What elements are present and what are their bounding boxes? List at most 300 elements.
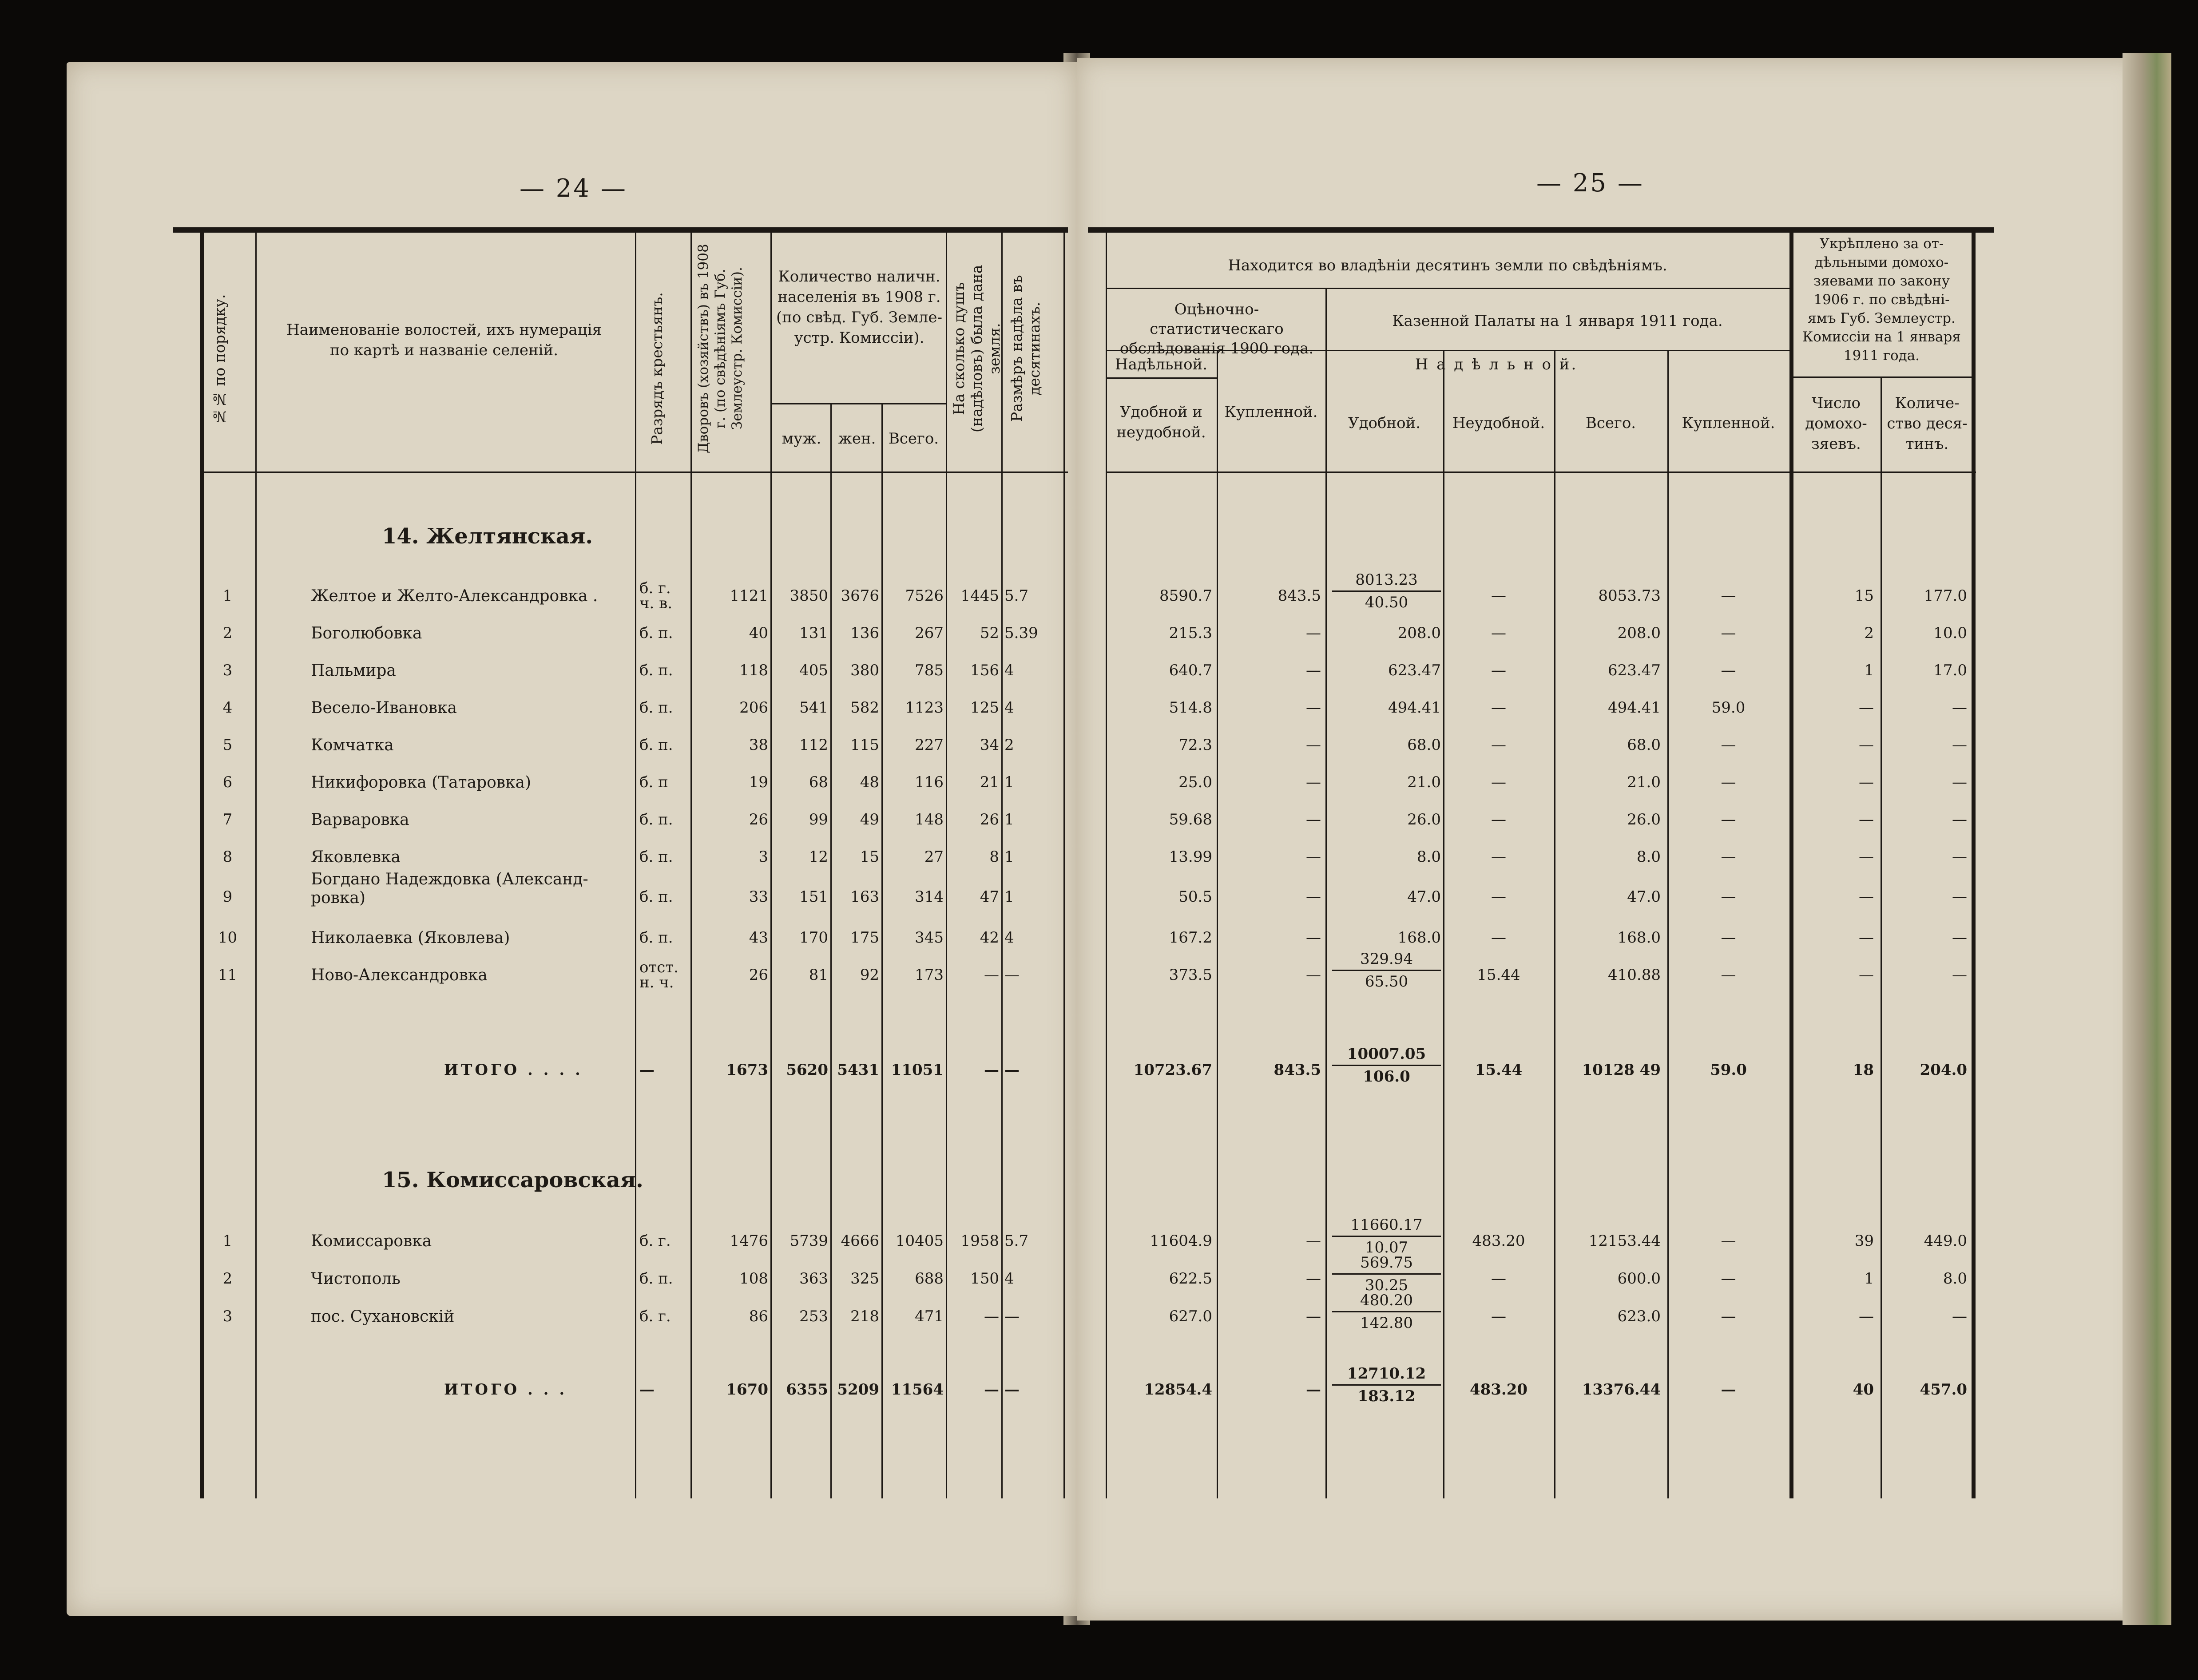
cell-kup: 59.0 [1710, 1061, 1747, 1079]
cell-neud: — [1491, 699, 1506, 717]
cell-vs: 410.88 [1608, 966, 1661, 984]
cell-kol: 8.0 [1943, 1270, 1967, 1288]
cell-kup: — [1721, 848, 1736, 866]
cell-o1: 167.2 [1169, 929, 1212, 947]
cell-neud: — [1491, 736, 1506, 754]
settlement-name: Пальмира [311, 662, 396, 680]
cell-vs: 68.0 [1627, 736, 1661, 754]
cell-ch: 1 [1864, 1270, 1874, 1288]
settlement-name: Весело-Ивановка [311, 699, 457, 717]
cell-ch: — [1859, 699, 1874, 717]
cell-o2: — [1306, 888, 1321, 906]
fraction-top: 8013.23 [1332, 571, 1441, 592]
cell-o2: — [1306, 1270, 1321, 1288]
cell-o2: — [1306, 624, 1321, 642]
cell-d: 150 [970, 1270, 999, 1288]
cell-vs: 8.0 [1636, 848, 1661, 866]
cell-kol: 10.0 [1933, 624, 1967, 642]
header-razmer: Размѣръ надѣла въ десятинахъ. [1008, 275, 1043, 422]
cell-kup: — [1721, 1232, 1736, 1250]
cell-o2: — [1306, 699, 1321, 717]
cell-v: 7526 [905, 587, 944, 605]
cell-raz: б. г. [639, 1308, 671, 1325]
col-line [690, 231, 692, 1498]
header-udobnoy-neud: Удобной и неудобной. [1116, 403, 1206, 441]
cell-raz: б. п. [639, 662, 673, 679]
cell-dv: 3 [758, 848, 768, 866]
cell-r: 2 [1004, 736, 1014, 754]
cell-kol: 457.0 [1920, 1381, 1967, 1399]
cell-ch: 18 [1853, 1061, 1874, 1079]
cell-d: 21 [980, 773, 999, 791]
header-kolichestvo: Количе- ство деся- тинъ. [1887, 394, 1968, 453]
fraction-top: 480.20 [1332, 1292, 1441, 1312]
fraction-bottom: 40.50 [1365, 594, 1408, 611]
settlement-name: Ново-Александровка [311, 966, 488, 984]
cell-dv: 19 [749, 773, 768, 791]
cell-v: 314 [915, 888, 944, 906]
cell-vs: 47.0 [1627, 888, 1661, 906]
cell-o1: 8590.7 [1159, 587, 1212, 605]
cell-ud: 21.0 [1407, 773, 1441, 791]
cell-vs: 494.41 [1608, 699, 1661, 717]
header-kuplennoy: Купленной. [1224, 403, 1318, 421]
cell-m: 99 [809, 811, 828, 828]
cell-neud: — [1491, 929, 1506, 947]
cell-dv: 40 [749, 624, 768, 642]
udobnoy-fraction [1332, 1045, 1441, 1086]
cell-v: 227 [915, 736, 944, 754]
cell-neud: — [1491, 1308, 1506, 1325]
cell-z: 582 [850, 699, 879, 717]
header-vsego2: Всего. [1585, 414, 1636, 432]
cell-o1: 13.99 [1169, 848, 1212, 866]
cell-dv: 86 [749, 1308, 768, 1325]
cell-kup: — [1721, 811, 1736, 828]
cell-v: 1123 [905, 699, 944, 717]
cell-dv: 26 [749, 811, 768, 828]
cell-kol: — [1952, 1308, 1967, 1325]
cell-m: 3850 [790, 587, 828, 605]
cell-r: — [1004, 966, 1020, 984]
cell-o1: 622.5 [1169, 1270, 1212, 1288]
col-line [1881, 377, 1882, 1498]
cell-r: 1 [1004, 811, 1014, 828]
cell-d: 1958 [960, 1232, 999, 1250]
header-razryad: Разрядъ крестьянъ. [648, 292, 666, 445]
top-rule-left [173, 227, 1068, 233]
cell-v: 10405 [895, 1232, 944, 1250]
cell-m: 131 [799, 624, 828, 642]
cell-z: 4666 [841, 1232, 879, 1250]
cell-dv: 118 [739, 662, 768, 679]
cell-ch: — [1859, 888, 1874, 906]
header-kuplennoy2: Купленной. [1682, 414, 1775, 432]
fraction-top: 329.94 [1332, 950, 1441, 971]
cell-dv: 43 [749, 929, 768, 947]
cell-r: 5.7 [1004, 1232, 1029, 1250]
cell-v: 173 [915, 966, 944, 984]
cell-kup: — [1721, 662, 1736, 679]
total-label: ИТОГО . . . . [444, 1061, 583, 1079]
cell-o2: — [1306, 848, 1321, 866]
header-num: №№ по порядку. [211, 294, 228, 425]
cell-dv: 206 [739, 699, 768, 717]
cell-raz: б. п [639, 773, 668, 791]
cell-n: 2 [222, 1270, 233, 1288]
cell-neud: — [1491, 773, 1506, 791]
settlement-name: Комчатка [311, 736, 394, 754]
cell-n: 3 [222, 662, 233, 679]
cell-o2: — [1306, 1232, 1321, 1250]
cell-d: 47 [980, 888, 999, 906]
cell-o2: — [1306, 773, 1321, 791]
col-line [1667, 351, 1669, 1498]
cell-n: 7 [222, 811, 233, 828]
fraction-bottom: 106.0 [1363, 1068, 1410, 1086]
cell-raz: — [639, 1381, 655, 1399]
cell-o2: — [1306, 966, 1321, 984]
cell-ch: — [1859, 966, 1874, 984]
cell-neud: — [1491, 624, 1506, 642]
cell-o1: 215.3 [1169, 624, 1212, 642]
cell-m: 5739 [790, 1232, 828, 1250]
cell-vs: 26.0 [1627, 811, 1661, 828]
cell-vs: 21.0 [1627, 773, 1661, 791]
cell-v: 148 [915, 811, 944, 828]
cell-d: — [984, 966, 999, 984]
cell-dv: 108 [739, 1270, 768, 1288]
cell-kup: — [1721, 624, 1736, 642]
cell-o1: 640.7 [1169, 662, 1212, 679]
header-kazennoy: Казенной Палаты на 1 января 1911 года. [1392, 312, 1723, 330]
cell-z: 48 [860, 773, 879, 791]
cell-o1: 11604.9 [1150, 1232, 1212, 1250]
header-muzh: муж. [782, 430, 821, 448]
cell-m: 112 [799, 736, 828, 754]
header-neudobnoy: Неудобной. [1452, 414, 1545, 432]
cell-ch: 40 [1853, 1381, 1874, 1399]
cell-ch: 39 [1854, 1232, 1874, 1250]
fraction-bottom: 142.80 [1360, 1314, 1413, 1332]
cell-r: 4 [1004, 699, 1014, 717]
cell-o1: 50.5 [1178, 888, 1212, 906]
fraction-bottom: 30.25 [1365, 1276, 1408, 1294]
cell-d: 1445 [960, 587, 999, 605]
col-line [1554, 351, 1555, 1498]
cell-m: 5620 [786, 1061, 828, 1079]
cell-raz: б. п. [639, 929, 673, 947]
cell-dv: 1673 [726, 1061, 768, 1079]
cell-z: 92 [860, 966, 879, 984]
cell-m: 151 [799, 888, 828, 906]
fraction-top: 12710.12 [1332, 1365, 1441, 1386]
col-line [1443, 351, 1444, 1498]
cell-m: 405 [799, 662, 828, 679]
cell-raz: б. п. [639, 848, 673, 866]
cell-raz: б. п. [639, 811, 673, 828]
fraction-bottom: 183.12 [1357, 1387, 1416, 1405]
page-number-left: — 24 — [520, 174, 627, 203]
cell-m: 253 [799, 1308, 828, 1325]
settlement-name: Никифоровка (Татаровка) [311, 773, 532, 792]
col-line [1972, 231, 1976, 1498]
col-line [1217, 351, 1218, 1498]
cell-raz: б. г. [639, 1232, 671, 1250]
col-line [770, 231, 772, 1498]
cell-kup: — [1721, 1381, 1736, 1399]
cell-kol: — [1952, 736, 1967, 754]
cell-ch: 1 [1864, 662, 1874, 679]
settlement-name: Комиссаровка [311, 1232, 432, 1250]
header-divider [1106, 288, 1789, 289]
cell-vs: 623.47 [1608, 662, 1661, 679]
cell-n: 4 [222, 699, 233, 717]
cell-z: 325 [850, 1270, 879, 1288]
cell-n: 9 [222, 888, 233, 906]
cell-o1: 627.0 [1169, 1308, 1212, 1325]
cell-o1: 10723.67 [1133, 1061, 1212, 1079]
cell-kup: — [1721, 966, 1736, 984]
section-title: 15. Комиссаровская. [382, 1168, 643, 1193]
cell-vs: 12153.44 [1588, 1232, 1661, 1250]
cell-ud: 494.41 [1388, 699, 1441, 717]
cell-d: 125 [970, 699, 999, 717]
cell-n: 11 [218, 966, 238, 984]
header-bottom-rule-left [200, 472, 1068, 473]
col-line [1001, 231, 1003, 1498]
cell-raz: б. п. [639, 624, 673, 642]
cell-v: 345 [915, 929, 944, 947]
cell-ch: — [1859, 1308, 1874, 1325]
cell-d: — [984, 1061, 999, 1079]
cell-neud: — [1491, 1270, 1506, 1288]
cell-o1: 373.5 [1169, 966, 1212, 984]
cell-kup: — [1721, 1270, 1736, 1288]
cell-kol: — [1952, 811, 1967, 828]
settlement-name: Желтое и Желто-Александровка . [311, 587, 598, 605]
cell-dv: 1670 [726, 1381, 768, 1399]
cell-m: 68 [809, 773, 828, 791]
cell-ud: 168.0 [1397, 929, 1441, 947]
cell-dv: 26 [749, 966, 768, 984]
settlement-name: Чистополь [311, 1270, 401, 1288]
cell-kol: 449.0 [1924, 1232, 1967, 1250]
cell-kol: — [1952, 699, 1967, 717]
header-dush: На сколько душъ (надѣловъ) была дана земля. [950, 265, 1003, 432]
cell-vs: 600.0 [1617, 1270, 1661, 1288]
udobnoy-fraction [1332, 1254, 1441, 1294]
cell-z: 136 [850, 624, 879, 642]
udobnoy-fraction [1332, 1365, 1441, 1405]
cell-m: 170 [799, 929, 828, 947]
udobnoy-fraction [1332, 1292, 1441, 1332]
cell-o1: 25.0 [1178, 773, 1212, 791]
fraction-bottom: 65.50 [1365, 973, 1408, 991]
cell-r: 5.39 [1004, 624, 1038, 642]
udobnoy-fraction [1332, 950, 1441, 991]
cell-ch: 15 [1854, 587, 1874, 605]
cell-kol: — [1952, 848, 1967, 866]
cell-r: 4 [1004, 929, 1014, 947]
cell-kol: 204.0 [1920, 1061, 1967, 1079]
cell-o2: — [1306, 811, 1321, 828]
cell-kup: — [1721, 1308, 1736, 1325]
cell-v: 471 [915, 1308, 944, 1325]
cell-d: 52 [980, 624, 999, 642]
header-chislo: Число домохо- зяевъ. [1805, 394, 1867, 453]
cell-dv: 1476 [730, 1232, 768, 1250]
header-ocenochno: Оцѣночно-статистическаго обслѣдованія 1900 года. [1119, 301, 1314, 357]
cell-o2: — [1306, 662, 1321, 679]
cell-ud: 26.0 [1407, 811, 1441, 828]
header-nadelnoy-b: Н а д ѣ л ь н о й. [1415, 356, 1578, 373]
header-divider [770, 403, 946, 404]
cell-z: 175 [850, 929, 879, 947]
top-rule-right [1088, 227, 1994, 233]
cell-ud: 208.0 [1397, 624, 1441, 642]
cell-ch: — [1859, 929, 1874, 947]
header-divider [1789, 376, 1972, 378]
cell-v: 116 [915, 773, 944, 791]
cell-raz: б. п. [639, 736, 673, 754]
cell-dv: 38 [749, 736, 768, 754]
cell-v: 267 [915, 624, 944, 642]
cell-v: 11051 [891, 1061, 944, 1079]
cell-ud: 47.0 [1407, 888, 1441, 906]
cell-d: — [984, 1308, 999, 1325]
header-nadelnoy-a: Надѣльной. [1115, 356, 1208, 373]
cell-z: 5209 [837, 1381, 879, 1399]
cell-ud: 623.47 [1388, 662, 1441, 679]
cell-n: 6 [222, 773, 233, 791]
col-line [1789, 231, 1793, 1498]
cell-d: — [984, 1381, 999, 1399]
cell-vs: 623.0 [1617, 1308, 1661, 1325]
cell-d: 8 [989, 848, 999, 866]
cell-vs: 208.0 [1617, 624, 1661, 642]
cell-z: 380 [850, 662, 879, 679]
cell-n: 1 [222, 1232, 233, 1250]
settlement-name: Яковлевка [311, 848, 401, 866]
udobnoy-fraction [1332, 1216, 1441, 1256]
cell-neud: — [1491, 662, 1506, 679]
cell-r: 5.7 [1004, 587, 1029, 605]
section-title: 14. Желтянская. [382, 524, 593, 549]
cell-m: 363 [799, 1270, 828, 1288]
settlement-name: Варваровка [311, 811, 409, 829]
cell-z: 115 [850, 736, 879, 754]
cell-kol: 177.0 [1924, 587, 1967, 605]
cell-d: 156 [970, 662, 999, 679]
cell-r: 1 [1004, 773, 1014, 791]
cell-dv: 33 [749, 888, 768, 906]
cell-kup: — [1721, 888, 1736, 906]
cell-dv: 1121 [730, 587, 768, 605]
cell-n: 8 [222, 848, 233, 866]
cell-n: 10 [218, 929, 238, 947]
cell-v: 688 [915, 1270, 944, 1288]
cell-d: 26 [980, 811, 999, 828]
cell-o1: 514.8 [1169, 699, 1212, 717]
total-label: ИТОГО . . . [444, 1381, 567, 1399]
cell-vs: 13376.44 [1582, 1381, 1661, 1399]
cell-m: 12 [809, 848, 828, 866]
header-name: Наименованіе волостей, ихъ нумерація по картѣ и названіе селеній. [286, 321, 602, 359]
col-line [881, 404, 883, 1498]
cell-kup: — [1721, 773, 1736, 791]
cell-z: 218 [850, 1308, 879, 1325]
cell-o1: 12854.4 [1144, 1381, 1212, 1399]
cell-d: 42 [980, 929, 999, 947]
cell-neud: 15.44 [1475, 1061, 1523, 1079]
col-line [1325, 289, 1327, 1498]
cell-z: 163 [850, 888, 879, 906]
cell-kup: 59.0 [1711, 699, 1746, 717]
cell-r: — [1004, 1308, 1020, 1325]
cell-neud: 15.44 [1477, 966, 1520, 984]
cell-kup: — [1721, 929, 1736, 947]
cell-m: 81 [809, 966, 828, 984]
cell-vs: 168.0 [1617, 929, 1661, 947]
cell-neud: 483.20 [1469, 1381, 1528, 1399]
col-line [946, 231, 947, 1498]
col-line [1106, 231, 1107, 1498]
col-line [830, 404, 832, 1498]
cell-ch: — [1859, 736, 1874, 754]
header-nahoditsya: Находится во владѣніи десятинъ земли по свѣдѣніямъ. [1228, 257, 1667, 274]
header-udobnoy: Удобной. [1348, 414, 1421, 432]
settlement-name: Богдано Надеждовка (Александ- ровка) [311, 870, 588, 907]
cell-ch: — [1859, 848, 1874, 866]
cell-n: 1 [222, 587, 233, 605]
cell-d: 34 [980, 736, 999, 754]
cell-o2: — [1306, 1381, 1321, 1399]
col-line [1063, 231, 1065, 1498]
cell-r: 4 [1004, 662, 1014, 679]
cell-r: 1 [1004, 848, 1014, 866]
settlement-name: Боголюбовка [311, 624, 422, 642]
header-vsego: Всего. [888, 430, 939, 448]
cell-vs: 10128 49 [1582, 1061, 1661, 1079]
settlement-name: пос. Сухановскій [311, 1308, 455, 1326]
cell-o2: 843.5 [1274, 1061, 1321, 1079]
settlement-name: Николаевка (Яковлева) [311, 929, 510, 947]
cell-ud: 8.0 [1416, 848, 1441, 866]
cell-raz: отст. н. ч. [639, 959, 678, 991]
cell-m: 541 [799, 699, 828, 717]
cell-kol: — [1952, 888, 1967, 906]
cell-neud: — [1491, 888, 1506, 906]
header-dvorov: Дворовъ (хозяйствъ) въ 1908 г. (по свѣдѣніямъ Губ. Землеустр. Комиссіи). [695, 244, 745, 453]
cell-kol: — [1952, 773, 1967, 791]
udobnoy-fraction [1332, 571, 1441, 611]
page-edges [2123, 53, 2171, 1625]
cell-raz: б. п. [639, 699, 673, 717]
cell-n: 3 [222, 1308, 233, 1325]
cell-z: 49 [860, 811, 879, 828]
cell-r: — [1004, 1381, 1020, 1399]
cell-kol: — [1952, 966, 1967, 984]
cell-o2: 843.5 [1278, 587, 1321, 605]
cell-kol: 17.0 [1933, 662, 1967, 679]
cell-ch: — [1859, 773, 1874, 791]
cell-kup: — [1721, 736, 1736, 754]
cell-neud: — [1491, 811, 1506, 828]
fraction-bottom: 10.07 [1365, 1239, 1408, 1256]
cell-vs: 8053.73 [1598, 587, 1661, 605]
cell-v: 27 [924, 848, 944, 866]
